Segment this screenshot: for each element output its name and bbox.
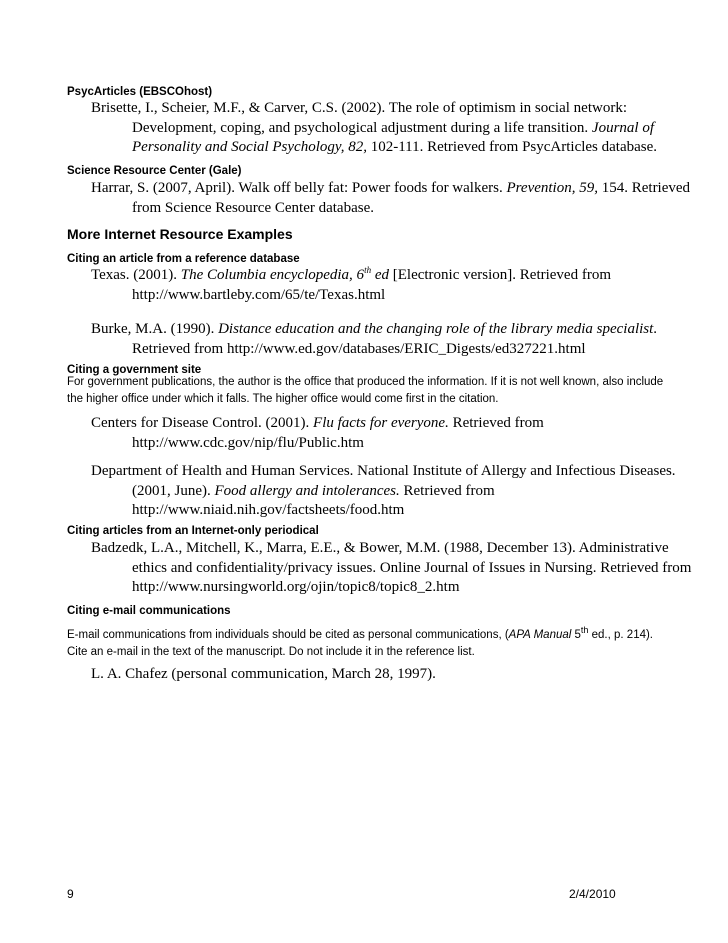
ref-text: Centers for Disease Control. (2001). [91, 415, 314, 431]
ref-text: Retrieved from http://www.niaid.nih.gov/factsheets/food.htm [132, 482, 495, 518]
section-label-science-resource-center: Science Resource Center (Gale) [67, 165, 242, 177]
section-label-government-site: Citing a government site [67, 364, 202, 376]
ref-superscript: th [364, 265, 372, 275]
reference-entry [91, 179, 692, 218]
section-note: For government publications, the author is the office that produced the information. If it is not well known, also include the higher office under which it falls. The higher office would come first in the citation. [67, 376, 664, 405]
ref-title: Flu facts for everyone. [313, 415, 449, 431]
reference-entry: L. A. Chafez (personal communication, March 28, 1997). [91, 666, 436, 682]
ref-text: Burke, M.A. (1990). [91, 321, 219, 337]
ref-text: Texas. (2001). [91, 267, 181, 283]
section-heading: More Internet Resource Examples [67, 226, 293, 242]
ref-text: . Retrieved from http://www.ed.gov/databases/ERIC_Digests/ed327221.html [132, 321, 658, 357]
section-label-internet-periodical: Citing articles from an Internet-only periodical [67, 525, 319, 537]
ref-title: Food allergy and intolerances. [214, 482, 400, 499]
section-note [67, 627, 667, 661]
ref-title: ed [371, 267, 389, 283]
ref-text: Retrieved from http://www.cdc.gov/nip/flu/Public.htm [132, 415, 544, 451]
section-label-reference-database: Citing an article from a reference database [67, 253, 300, 265]
ref-journal: Journal of Personality and Social Psychology, 82, [132, 119, 654, 155]
ref-title: The Columbia encyclopedia, 6 [180, 267, 365, 283]
footer-date: 2/4/2010 [569, 887, 616, 901]
reference-entry [91, 266, 692, 305]
note-text: 5 [571, 629, 581, 641]
ref-text: Harrar, S. (2007, April). Walk off belly fat: Power foods for walkers. [91, 180, 507, 196]
reference-entry [91, 462, 692, 521]
reference-entry [91, 320, 692, 359]
ref-title: Distance education and the changing role of the library media specialist [218, 321, 654, 337]
section-label-email: Citing e-mail communications [67, 605, 231, 617]
ref-text: Brisette, I., Scheier, M.F., & Carver, C.S. (2002). The role of optimism in social network: Development, coping, and psychological adjustment during a life transition. [91, 100, 627, 136]
reference-entry [91, 99, 692, 158]
ref-text: 102-111. Retrieved from PsycArticles database. [366, 139, 658, 155]
section-label-psycarticles: PsycArticles (EBSCOhost) [67, 86, 213, 98]
note-text: ed., p. 214). Cite an e-mail in the text of the manuscript. Do not include it in the reference list. [67, 629, 654, 658]
note-emphasis: APA Manual [508, 629, 572, 641]
ref-text: Department of Health and Human Services. National Institute of Allergy and Infectious Diseases. (2001, June). [91, 463, 676, 499]
note-text: E-mail communications from individuals should be cited as personal communications, ( [67, 629, 509, 641]
ref-text: 154. Retrieved from Science Resource Center database. [132, 180, 691, 216]
reference-entry [91, 414, 692, 453]
page-number: 9 [67, 887, 74, 901]
reference-entry: Badzedk, L.A., Mitchell, K., Marra, E.E., & Bower, M.M. (1988, December 13). Administrative ethics and confidentiality/privacy issues. Online Journal of Issues in Nursing. Retrieved from http://www.nursingworld.org/ojin/topic8/topic8_2.htm [91, 540, 692, 595]
ref-text: [Electronic version]. Retrieved from http://www.bartleby.com/65/te/Texas.html [132, 267, 611, 303]
ref-journal: Prevention, 59, [506, 180, 598, 196]
note-superscript: th [580, 625, 589, 636]
